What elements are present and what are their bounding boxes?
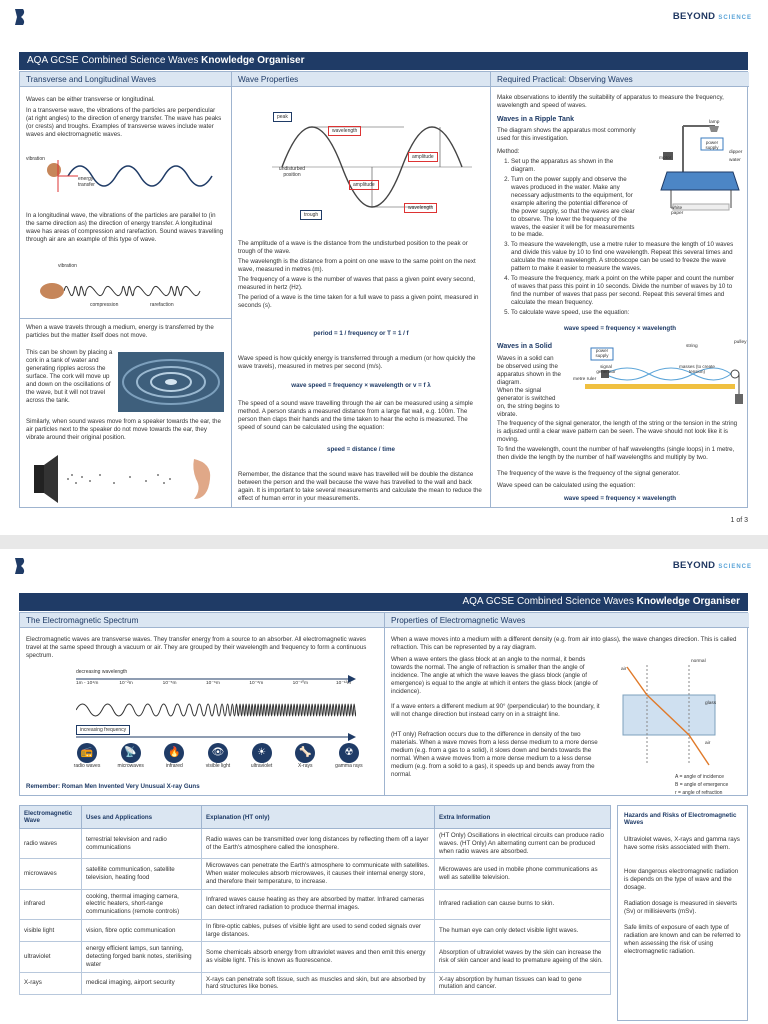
table-cell: Some chemicals absorb energy from ultraviolet waves and then emit this energy as visible light. This is known as fluorescence. [202, 942, 435, 972]
table-cell: satellite communication, satellite television, heating food [82, 859, 202, 889]
page-number: 1 of 3 [730, 517, 748, 524]
label: lamp [709, 120, 720, 125]
label: dipper [729, 150, 743, 155]
text-block: If a wave enters a different medium at 90° (perpendicular) to the boundary, it will not change direction but instead carry on in a straight line. [391, 703, 600, 718]
longitudinal-wave-diagram [40, 271, 220, 311]
tick-label: 10⁻²m [119, 681, 133, 686]
table-cell: Absorption of ultraviolet waves by the skin can increase the risk of skin cancer and lead to premature ageing of the skin. [435, 942, 611, 972]
table-cell: infrared [20, 889, 82, 919]
band-visible: 👁 visible light [199, 743, 237, 769]
table-cell: The human eye can only detect visible light waves. [435, 919, 611, 942]
table-row [20, 829, 611, 859]
transverse-wave-diagram [40, 152, 220, 200]
wave-speed-equation: wave speed = frequency × wavelength [563, 495, 677, 502]
band-xrays: 🦴 X-rays [286, 743, 324, 769]
label: undisturbed position [278, 166, 306, 178]
tick-label: 10⁻⁵m [162, 681, 177, 686]
text-block: (HT only) Refraction occurs due to the difference in density of the two materials. When a wave moves from a less dense medium to a more dense medium (e.g. from a gas to a solid), it slows down and bends towards the normal. When a wave moves from a more dense medium to a less dense medium (e.g. from a solid to a gas), it speeds up and bends away from the normal. [391, 731, 598, 778]
radio-icon: 📻 [77, 743, 97, 763]
wave-speed-equation: wave speed = frequency × wavelength [563, 325, 677, 332]
label: trough [300, 210, 322, 220]
band-infrared: 🔥 infrared [155, 743, 193, 769]
increasing-frequency-arrow [76, 733, 356, 741]
text-block: In a longitudinal wave, the vibrations of the particles are parallel to (in the same direction as) the direction of energy transfer. A longitudinal wave has areas of compression and rarefaction. Sound waves travelling through air are an example of this type of wave. [26, 212, 224, 243]
table-row [20, 942, 611, 972]
text-block: Similarly, when sound waves move from a speaker towards the ear, the air particles next to the speaker do not move towards the ear, they vibrate around their original position. [26, 418, 221, 441]
label: power supply [705, 140, 719, 150]
brand-logo-icon [12, 558, 26, 574]
list-item: 3. To measure the wavelength, use a metre ruler to measure the length of 10 waves and divide this value by 10 to find one wavelength. Repeat this several times and calculate the mean wavelength. A stroboscope can be used to freeze the wave pattern to make it easier to measure the waves. [511, 241, 739, 273]
satellite-dish-icon: 📡 [121, 743, 141, 763]
band-ultraviolet: ☀ ultraviolet [243, 743, 281, 769]
table-cell: energy efficient lamps, sun tanning, detecting forged bank notes, sterilising water [82, 942, 202, 972]
em-wave-diagram [76, 697, 356, 723]
text-block: Waves can be either transverse or longitudinal. [26, 96, 155, 103]
flame-icon: 🔥 [164, 743, 184, 763]
table-cell: Microwaves can penetrate the Earth's atmosphere to communicate with satellites. When water molecules absorb microwaves, it causes their internal energy store, and therefore their temperature, to increase. [202, 859, 435, 889]
brand-logo-icon [12, 9, 26, 25]
text-block: The amplitude of a wave is the distance from the undisturbed position to the peak or trough of the wave. [238, 240, 468, 255]
band-radio: 📻 radio waves [68, 743, 106, 769]
text-block: Remember, the distance that the sound wave has travelled will be double the distance between the person and the wall because the wave has travelled to the wall and back again. It is important to take several measurements and calculate the mean to reduce the effect of human error in your measurements. [238, 471, 482, 502]
label: increasing frequency [76, 725, 130, 735]
label: amplitude [349, 180, 379, 190]
table-cell: microwaves [20, 859, 82, 889]
label: string [686, 344, 698, 349]
speed-equation: speed = distance / time [327, 446, 395, 453]
table-cell: X-ray absorption by human tissues can lead to gene mutation and cancer. [435, 972, 611, 995]
table-cell: visible light [20, 919, 82, 942]
em-bands [68, 743, 368, 769]
ripple-photo [118, 352, 224, 412]
wave-speed-equation: wave speed = frequency × wavelength or v = f λ [291, 382, 431, 389]
column-transverse-longitudinal [20, 72, 231, 507]
text-block: The frequency of the wave is the frequency of the signal generator. [497, 470, 680, 477]
refraction-key: A = angle of incidence B = angle of emergence r = angle of refraction [675, 774, 729, 796]
column-em-spectrum [20, 613, 384, 795]
page-separator [0, 535, 768, 549]
text-block: Make observations to identify the suitability of apparatus to measure the frequency, wavelength and speed of waves. [497, 94, 724, 109]
content-card [19, 71, 748, 508]
table-cell: terrestrial television and radio communications [82, 829, 202, 859]
eye-icon: 👁 [208, 743, 228, 763]
list-item: 5. To calculate wave speed, use the equation: [511, 309, 739, 317]
list-item: 4. To measure the frequency, mark a point on the white paper and count the number of waves that pass this point in 10 seconds. Divide the number of waves by 10 to find the number of waves that pass per second. Repeat this several times and calculate the mean frequency. [511, 275, 739, 307]
text-block: When a wave enters the glass block at an angle to the normal, it bends towards the normal. The angle of refraction is smaller than the angle of incidence. The angle at which the wave leaves the glass block (angle of emergence) is equal to the angle at which it enters the glass block (angle of incidence). [391, 656, 598, 695]
table-cell: Infrared radiation can cause burns to skin. [435, 889, 611, 919]
text-block: The speed of a sound wave travelling through the air can be measured using a simple method. A person stands a measured distance from a large flat wall, e.g. 100m. The person then claps their hands and the time taken to hear the echo is measured. The speed of sound can be calculated using the equation: [238, 400, 473, 431]
text-block: How dangerous electromagnetic radiation is depends on the type of wave and the dosage. [624, 868, 739, 891]
text-block: Electromagnetic waves are transverse waves. They transfer energy from a source to an absorber. All electromagnetic waves travel at the same speed through a vacuum or air. They are grouped by their wavelength and frequency to form a continuous spectrum. [26, 636, 367, 659]
mnemonic: Remember: Roman Men Invented Very Unusual X-ray Guns [26, 783, 200, 790]
column-wave-properties [231, 72, 490, 507]
tick-label: 10⁻⁸m [249, 681, 264, 686]
label: wavelength [404, 203, 437, 213]
table-cell: In fibre-optic cables, pulses of visible light are used to send coded signals over large distances. [202, 919, 435, 942]
table-cell: Radio waves can be transmitted over long distances by reflecting them off a layer of the Earth's atmosphere called the ionosphere. [202, 829, 435, 859]
text-block: Ultraviolet waves, X-rays and gamma rays have some risks associated with them. [624, 836, 740, 851]
label: normal [691, 659, 706, 664]
column-required-practical [490, 72, 749, 507]
wavelength-ticks [76, 681, 356, 691]
label: air [705, 741, 711, 746]
page-2 [0, 549, 768, 1024]
label: rarefaction [150, 302, 174, 308]
subheading: Waves in a Ripple Tank [497, 116, 575, 123]
label: peak [273, 112, 292, 122]
em-card [19, 612, 748, 796]
label: white paper [671, 206, 684, 216]
text-block: When a wave moves into a medium with a different density (e.g. from air into glass), the wave changes direction. This is called refraction. This can be represented by a ray diagram. [391, 636, 737, 651]
text-block: Waves in a solid can be observed using the apparatus shown in the diagram. [497, 355, 561, 386]
column-heading: The Electromagnetic Spectrum [20, 613, 384, 628]
column-header: Extra Information [435, 806, 611, 829]
column-heading: Properties of Electromagnetic Waves [385, 613, 749, 628]
text-block: When a wave travels through a medium, energy is transferred by the particles but the matter itself does not move. [26, 324, 214, 339]
text-block: In a transverse wave, the vibrations of the particles are perpendicular (at right angles) to the direction of energy transfer. The wave has peaks (or crests) and troughs. Examples of transverse waves include water waves and electromagnetic waves. [26, 107, 222, 138]
text-block: Wave speed is how quickly energy is transferred through a medium (or how quickly the wave travels), measured in metres per second (m/s). [238, 355, 476, 370]
table-row [20, 889, 611, 919]
page-title: AQA GCSE Combined Science Waves Knowledge Organiser [19, 52, 748, 70]
table-cell: vision, fibre optic communication [82, 919, 202, 942]
refraction-diagram [617, 661, 721, 769]
subheading: Waves in a Solid [497, 343, 552, 350]
label: power supply [595, 348, 609, 358]
column-header: Explanation (HT only) [202, 806, 435, 829]
label: compression [90, 302, 119, 308]
column-header: Uses and Applications [82, 806, 202, 829]
label: air [621, 667, 627, 672]
hazards-panel [617, 805, 748, 1021]
column-heading: Transverse and Longitudinal Waves [20, 72, 231, 87]
em-uses-table [19, 805, 611, 995]
text-block: To find the wavelength, count the number of half wavelengths (single loops) in 1 metre, then divide the length by the number of half wavelengths and multiply by two. [497, 446, 735, 461]
tick-label: 10⁻¹⁰m [292, 681, 309, 686]
ripple-tank-diagram [653, 116, 745, 216]
hazards-heading: Hazards and Risks of Electromagnetic Waves [624, 812, 737, 826]
label: motor [659, 156, 672, 161]
brand-name: BEYOND SCIENCE [672, 11, 752, 22]
text-block: The wavelength is the distance from a point on one wave to the same point on the next wave, measured in metres (m). [238, 258, 476, 273]
sun-icon: ☀ [252, 743, 272, 763]
label: amplitude [408, 152, 438, 162]
column-heading: Required Practical: Observing Waves [491, 72, 749, 87]
list-item: 1. Set up the apparatus as shown in the diagram. [511, 158, 635, 174]
table-cell: Infrared waves cause heating as they are absorbed by matter. Infrared cameras can detect infrared radiation to produce thermal images. [202, 889, 435, 919]
band-gamma: ☢ gamma rays [330, 743, 368, 769]
period-equation: period = 1 / frequency or T = 1 / f [313, 330, 409, 337]
text-block: When the signal generator is switched on, the string begins to vibrate. [497, 387, 560, 418]
bone-icon: 🦴 [295, 743, 315, 763]
table-cell: Microwaves are used in mobile phone communications as well as satellite television. [435, 859, 611, 889]
text-block: The period of a wave is the time taken for a full wave to pass a given point, measured in seconds (s). [238, 294, 479, 309]
label: glass [705, 701, 717, 706]
column-em-properties [384, 613, 749, 795]
table-cell: radio waves [20, 829, 82, 859]
method-label: Method: [497, 148, 520, 155]
text-block: Radiation dosage is measured in sieverts (Sv) or millisieverts (mSv). [624, 900, 738, 915]
text-block: This can be shown by placing a cork in a tank of water and generating ripples across the surface. The cork will move up and down on the oscillations of the wave, but it will not travel across the tank. [26, 349, 113, 404]
label: vibration [26, 156, 45, 162]
tick-label: 10⁻⁶m [206, 681, 220, 686]
label: water [729, 158, 741, 163]
table-cell: cooking, thermal imaging camera, electric heaters, short-range communications (remote controls) [82, 889, 202, 919]
list-item: 2. Turn on the power supply and observe the waves produced in the water. Make any necessary adjustments to the equipment, for example altering the potential difference of the power supply, so that the waves are clear to observe. The lower the frequency of the waves, the easier it will be for measurements to be made. [511, 176, 635, 240]
table-cell: X-rays [20, 972, 82, 995]
table-row [20, 972, 611, 995]
table-cell: (HT Only) Oscillations in electrical circuits can produce radio waves. (HT Only) An alternating current can be produced when radio waves are absorbed. [435, 829, 611, 859]
tick-label: 1m - 10⁴m [76, 681, 99, 686]
label: wavelength [328, 126, 361, 136]
table-row [20, 919, 611, 942]
table-cell: X-rays can penetrate soft tissue, such as muscles and skin, but are absorbed by hard structures like bones. [202, 972, 435, 995]
label: energy transfer [78, 176, 95, 188]
tick-label: 10⁻¹²m [336, 681, 352, 686]
table-cell: medical imaging, airport security [82, 972, 202, 995]
table-cell: ultraviolet [20, 942, 82, 972]
table-row [20, 859, 611, 889]
text-block: Wave speed can be calculated using the equation: [497, 482, 636, 489]
speaker-ear-diagram [34, 455, 214, 503]
text-block: The frequency of a wave is the number of waves that pass a given point every second, measured in hertz (Hz). [238, 276, 475, 291]
label: decreasing wavelength [76, 669, 128, 675]
label: masses (to create tension) [679, 364, 715, 374]
text-block: Safe limits of exposure of each type of radiation are known and can be referred to when assessing the risk of using electromagnetic radiation. [624, 924, 741, 955]
page-title: AQA GCSE Combined Science Waves Knowledge Organiser [19, 593, 748, 611]
text-block: The diagram shows the apparatus most commonly used for this investigation. [497, 127, 636, 142]
label: metre ruler [573, 377, 597, 382]
text-block: The frequency of the signal generator, the length of the string or the tension in the string is adjusted until a clear wave pattern can be seen. The wave should not look like it is moving. [497, 420, 738, 443]
label: vibration [58, 263, 77, 269]
radiation-icon: ☢ [339, 743, 359, 763]
brand-name: BEYOND SCIENCE [672, 560, 752, 571]
label: pulley [734, 340, 747, 345]
band-microwaves: 📡 microwaves [112, 743, 150, 769]
label: signal generator [596, 364, 616, 374]
column-header: Electromagnetic Wave [20, 806, 82, 829]
column-heading: Wave Properties [232, 72, 490, 87]
